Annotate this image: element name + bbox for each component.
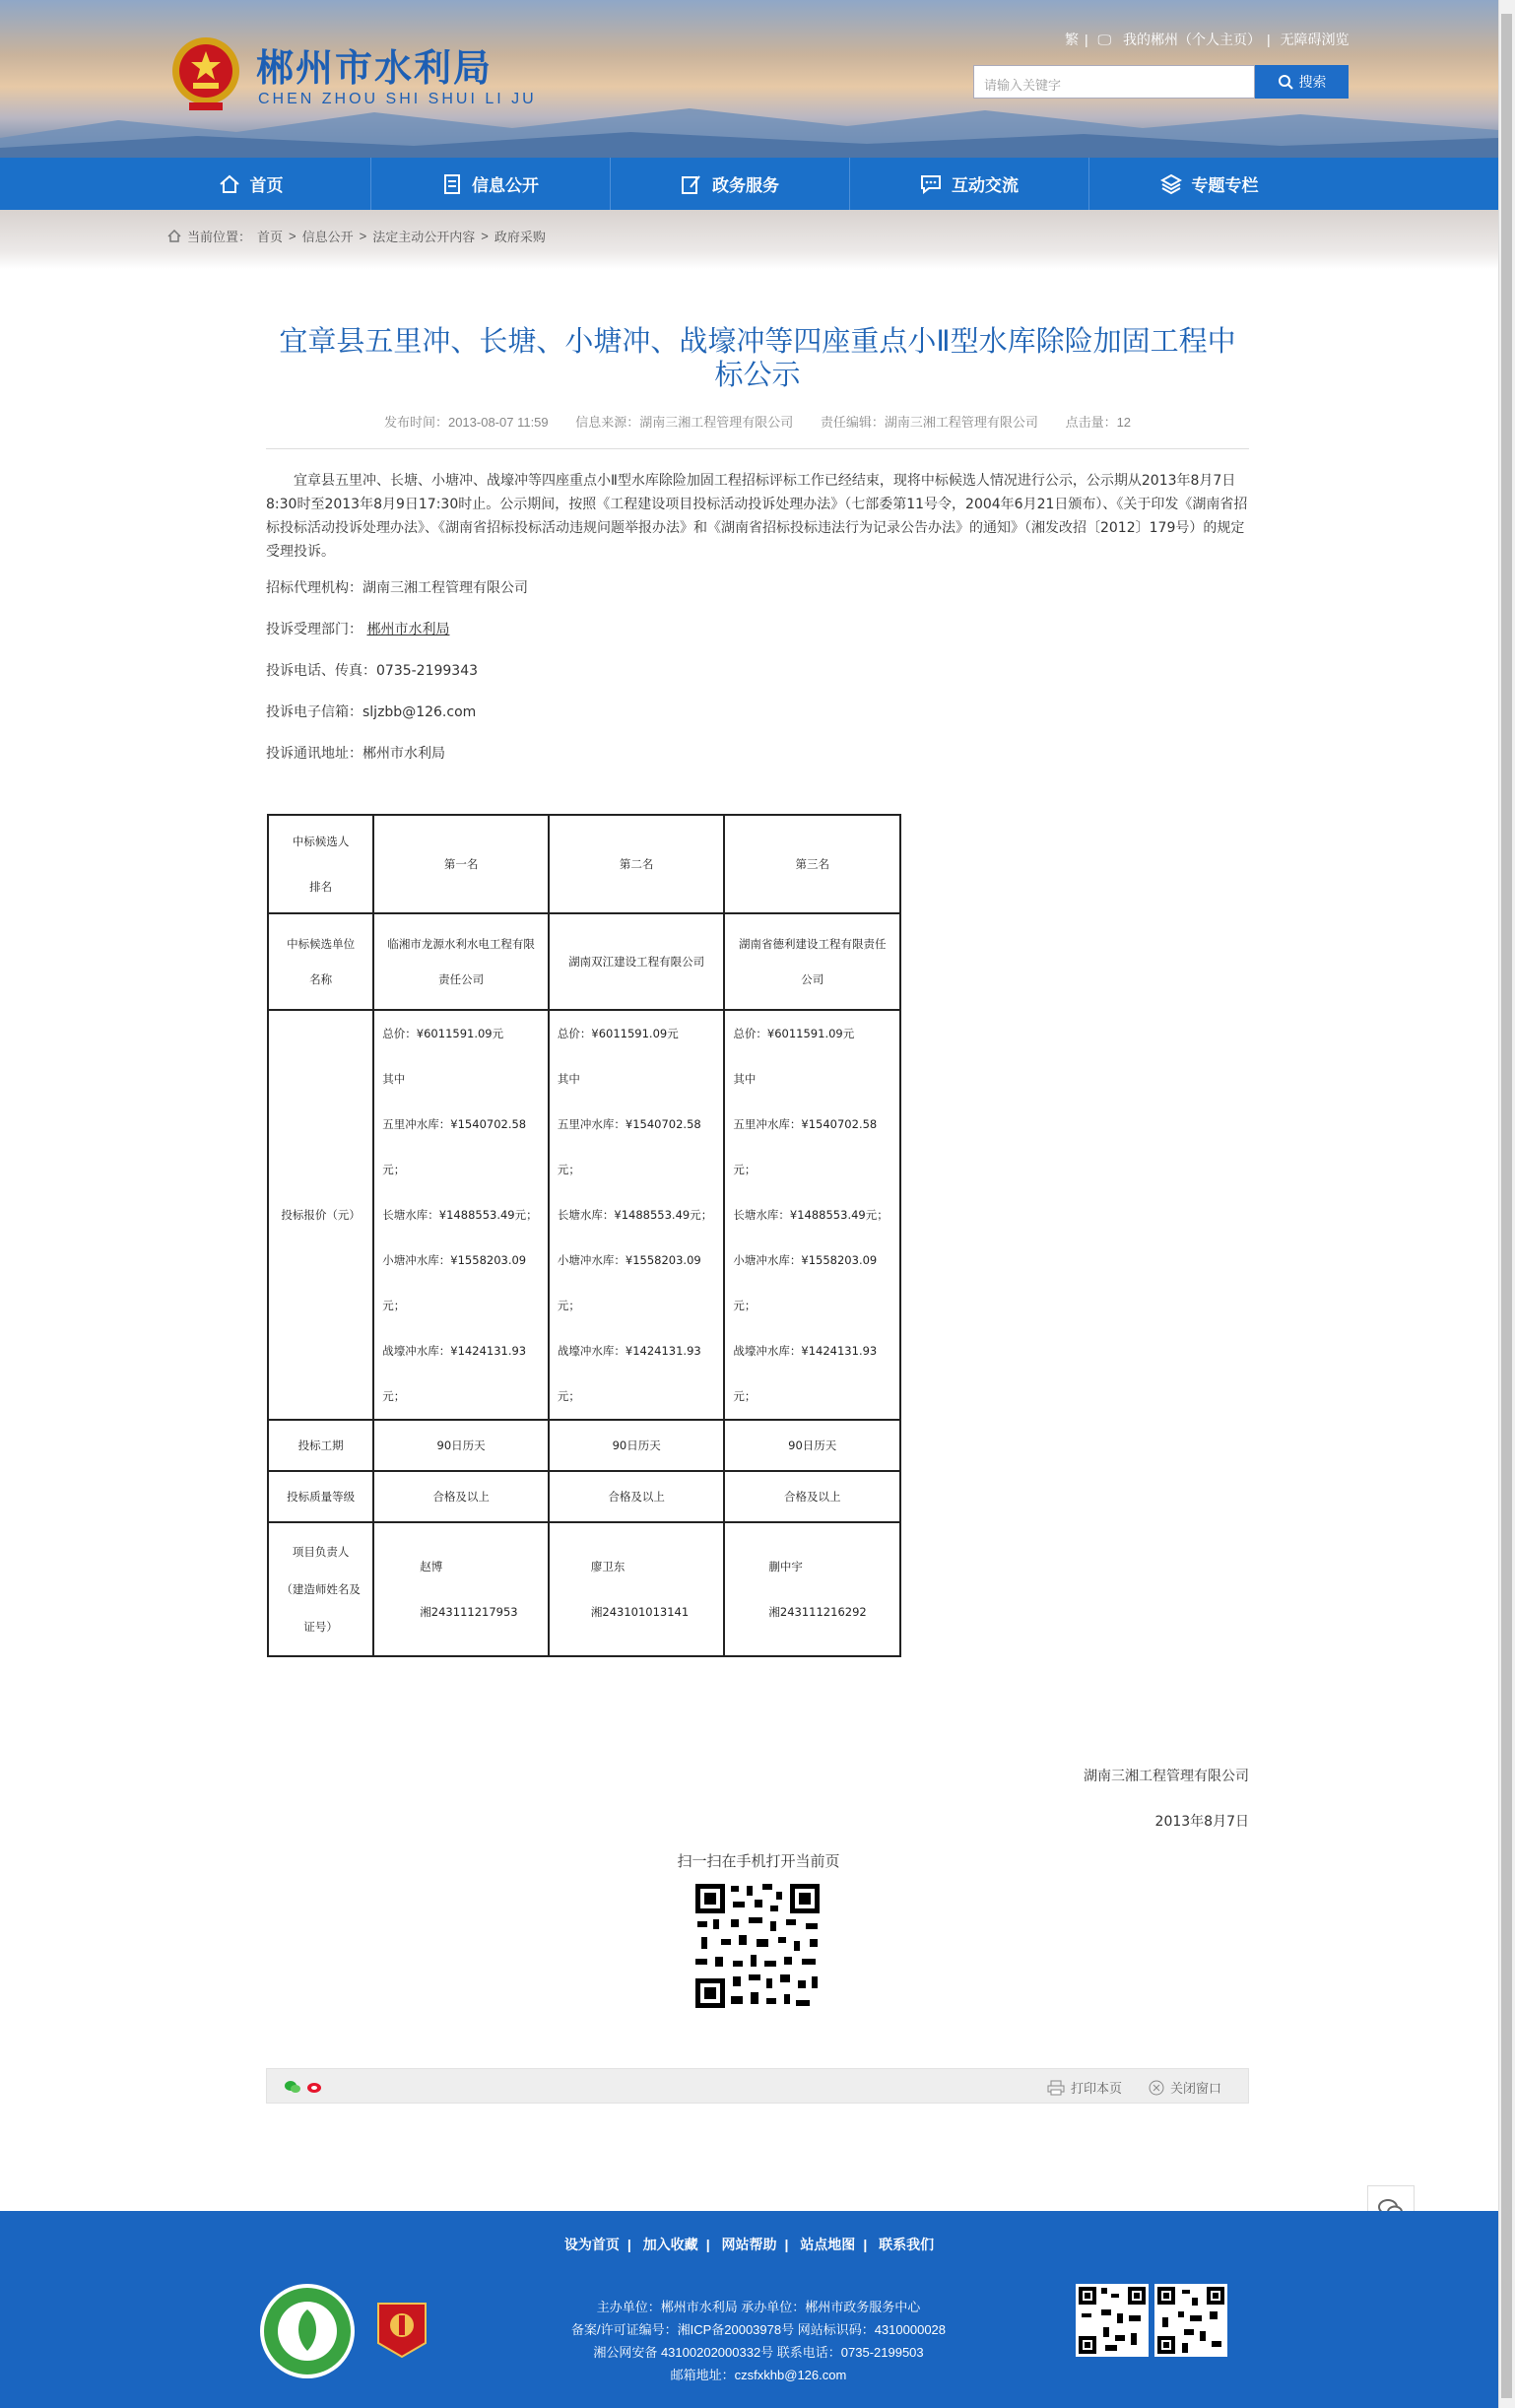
national-emblem-icon — [169, 33, 242, 112]
quality-cell: 合格及以上 — [549, 1471, 725, 1522]
price-cell: 总价：¥6011591.09元 其中 五里冲水库：¥1540702.58元； 长塘水库：¥1488553.49元； 小塘冲水库：¥1558203.09元； 战壕冲水库：¥1424131.93元； — [373, 1010, 549, 1420]
footer-link-favorite[interactable]: 加入收藏 — [642, 2237, 698, 2252]
footer-police[interactable]: 湘公网安备 43100202000332号 联系电话：0735-2199503 — [593, 2345, 924, 2360]
footer-host: 主办单位：郴州市水利局 承办单位：郴州市政务服务中心 — [596, 2300, 921, 2314]
nav-item-info[interactable] — [371, 158, 611, 210]
footer-links: 设为首页 | 加入收藏 | 网站帮助 | 站点地图 | 联系我们 — [563, 2237, 935, 2252]
table-row — [268, 1522, 900, 1656]
quality-cell: 合格及以上 — [373, 1471, 549, 1522]
price-cell: 总价：¥6011591.09元 其中 五里冲水库：¥1540702.58元； 长塘水库：¥1488553.49元； 小塘冲水库：¥1558203.09元； 战壕冲水库：¥1424131.93元； — [724, 1010, 900, 1420]
nav-label: 首页 — [249, 176, 284, 195]
site-subtitle: CHEN ZHOU SHI SHUI LI JU — [258, 91, 537, 107]
nav-label: 专题专栏 — [1191, 176, 1259, 195]
layers-icon — [1160, 173, 1182, 195]
main-nav — [0, 158, 1498, 210]
unit-cell: 湖南双江建设工程有限公司 — [549, 913, 725, 1010]
table-header-cell: 项目负责人 （建造师姓名及 证号） — [268, 1522, 373, 1656]
footer-link-contact[interactable]: 联系我们 — [879, 2237, 935, 2252]
home-icon — [167, 230, 181, 242]
breadcrumb-item-info[interactable]: 信息公开 — [301, 230, 354, 244]
search-icon — [1278, 74, 1293, 90]
signature-date: 2013年8月7日 — [1154, 1814, 1249, 1830]
email-line: 投诉电子信箱：sljzbb@126.com — [266, 704, 477, 720]
site-title: 郴州市水利局 — [256, 48, 494, 90]
footer-link-home[interactable]: 设为首页 — [563, 2237, 620, 2252]
table-row — [268, 913, 900, 1010]
table-row — [268, 815, 900, 913]
breadcrumb-item-statutory[interactable]: 法定主动公开内容 — [372, 230, 476, 244]
wechat-icon[interactable] — [285, 2080, 300, 2094]
table-header-cell: 投标质量等级 — [268, 1471, 373, 1522]
breadcrumb — [167, 227, 546, 245]
table-header-cell: 中标候选单位 名称 — [268, 913, 373, 1010]
home-icon — [219, 174, 240, 194]
table-header-cell: 投标工期 — [268, 1420, 373, 1471]
manager-cell: 廖卫东 湘243101013141 — [549, 1522, 725, 1656]
breadcrumb-item-procurement[interactable]: 政府采购 — [494, 230, 546, 244]
intro-paragraph: 宜章县五里冲、长塘、小塘冲、战壕冲等四座重点小Ⅱ型水库除险加固工程招标评标工作已经结束，现将中标候选人情况进行公示，公示期从2013年8月7日8:30时至2013年8月9日17:30时止。公示期间，按照《工程建设项目投标活动投诉处理办法》（七部委第11号令，2004年6月21日颁布）、《关于印发《湖南省招标投标活动投诉处理办法》、《湖南省招标投标活动违规问题举报办法》和《湖南省招标投标违法行为记录公告办法》的通知》（湘发改招〔2012〕179号）的规定受理投诉。 — [266, 473, 1248, 560]
article-title: 宜章县五里冲、长塘、小塘冲、战壕冲等四座重点小Ⅱ型水库除险加固工程中标公示 — [279, 326, 1236, 391]
civilization-badge-icon[interactable] — [258, 2282, 357, 2380]
hit-count: 点击量：12 — [1065, 415, 1132, 430]
scrollbar-thumb[interactable] — [1501, 14, 1512, 2398]
agency-line: 招标代理机构：湖南三湘工程管理有限公司 — [266, 580, 528, 596]
share-bar — [266, 2068, 1249, 2104]
weibo-icon[interactable] — [306, 2080, 322, 2094]
search-button[interactable] — [1255, 65, 1349, 99]
my-homepage-link[interactable]: 我的郴州（个人主页） — [1123, 32, 1262, 47]
footer-link-sitemap[interactable]: 站点地图 — [800, 2237, 856, 2252]
unit-cell: 湖南省德利建设工程有限责任 公司 — [724, 913, 900, 1010]
print-button[interactable] — [1047, 2078, 1122, 2097]
period-cell: 90日历天 — [373, 1420, 549, 1471]
bid-table — [267, 814, 901, 1657]
phone-line: 投诉电话、传真：0735-2199343 — [266, 663, 479, 679]
publish-date: 发布时间：2013-08-07 11:59 — [383, 415, 549, 430]
breadcrumb-prefix: 当前位置： — [187, 230, 252, 244]
nav-item-topics[interactable] — [1089, 158, 1329, 210]
search-input[interactable]: 请输入关键字 — [973, 65, 1255, 99]
info-source: 信息来源：湖南三湘工程管理有限公司 — [575, 415, 794, 430]
print-label: 打印本页 — [1071, 2081, 1123, 2096]
document-icon — [442, 173, 462, 195]
nav-item-services[interactable] — [611, 158, 850, 210]
government-error-badge-icon[interactable] — [374, 2300, 429, 2361]
address-line: 投诉通讯地址：郴州市水利局 — [266, 746, 445, 762]
manager-cell: 蒯中宇 湘243111216292 — [724, 1522, 900, 1656]
table-header-cell: 投标报价（元） — [268, 1010, 373, 1420]
edit-icon — [681, 173, 702, 195]
chat-icon — [920, 174, 942, 194]
top-links: 繁 | 🖵 我的郴州（个人主页） | 无障碍浏览 — [1065, 32, 1350, 47]
qr-code-icon — [692, 1880, 823, 2012]
rank-cell: 第一名 — [373, 815, 549, 913]
unit-cell: 临湘市龙源水利水电工程有限 责任公司 — [373, 913, 549, 1010]
nav-item-interaction[interactable] — [850, 158, 1089, 210]
nav-label: 信息公开 — [472, 176, 539, 195]
footer-info — [493, 2296, 1024, 2386]
breadcrumb-separator: > — [481, 229, 489, 243]
table-row — [268, 1420, 900, 1471]
search-button-label: 搜索 — [1298, 74, 1327, 90]
editor: 责任编辑：湖南三湘工程管理有限公司 — [820, 415, 1038, 430]
breadcrumb-separator: > — [289, 229, 296, 243]
rank-cell: 第二名 — [549, 815, 725, 913]
printer-icon — [1047, 2080, 1065, 2096]
footer-icp[interactable]: 备案/许可证编号：湘ICP备20003978号 网站标识码：4310000028 — [570, 2322, 947, 2337]
footer-link-help[interactable]: 网站帮助 — [721, 2237, 777, 2252]
traditional-chinese-link[interactable]: 繁 — [1065, 32, 1079, 47]
close-window-button[interactable] — [1149, 2078, 1221, 2097]
article — [266, 325, 1249, 765]
period-cell: 90日历天 — [724, 1420, 900, 1471]
quality-cell: 合格及以上 — [724, 1471, 900, 1522]
article-meta — [266, 412, 1249, 449]
qr-code-icon — [1076, 2284, 1149, 2357]
footer-email: 邮箱地址：czsfxkhb@126.com — [670, 2368, 847, 2382]
breadcrumb-item-home[interactable]: 首页 — [257, 230, 284, 244]
nav-label: 互动交流 — [952, 176, 1019, 195]
table-row — [268, 1471, 900, 1522]
signature-company: 湖南三湘工程管理有限公司 — [1084, 1769, 1249, 1784]
nav-label: 政务服务 — [712, 176, 779, 195]
table-row — [268, 1010, 900, 1420]
dept-label: 投诉受理部门： — [266, 622, 362, 637]
share-icons — [285, 2080, 322, 2094]
accessibility-link[interactable]: 无障碍浏览 — [1280, 32, 1350, 47]
price-cell: 总价：¥6011591.09元 其中 五里冲水库：¥1540702.58元； 长塘水库：¥1488553.49元； 小塘冲水库：¥1558203.09元； 战壕冲水库：¥1424131.93元； — [549, 1010, 725, 1420]
scan-hint: 扫一扫在手机打开当前页 — [677, 1853, 840, 1870]
close-icon — [1149, 2080, 1164, 2096]
manager-cell: 赵博 湘243111217953 — [373, 1522, 549, 1656]
period-cell: 90日历天 — [549, 1420, 725, 1471]
footer — [0, 2211, 1498, 2408]
table-header-cell: 中标候选人 排名 — [268, 815, 373, 913]
qr-code-icon — [1154, 2284, 1227, 2357]
nav-item-home[interactable] — [131, 158, 371, 210]
close-label: 关闭窗口 — [1170, 2081, 1222, 2096]
monitor-icon: 🖵 — [1097, 32, 1112, 47]
rank-cell: 第三名 — [724, 815, 900, 913]
breadcrumb-separator: > — [359, 229, 367, 243]
dept-line — [266, 619, 1249, 640]
dept-value: 郴州市水利局 — [366, 622, 450, 637]
